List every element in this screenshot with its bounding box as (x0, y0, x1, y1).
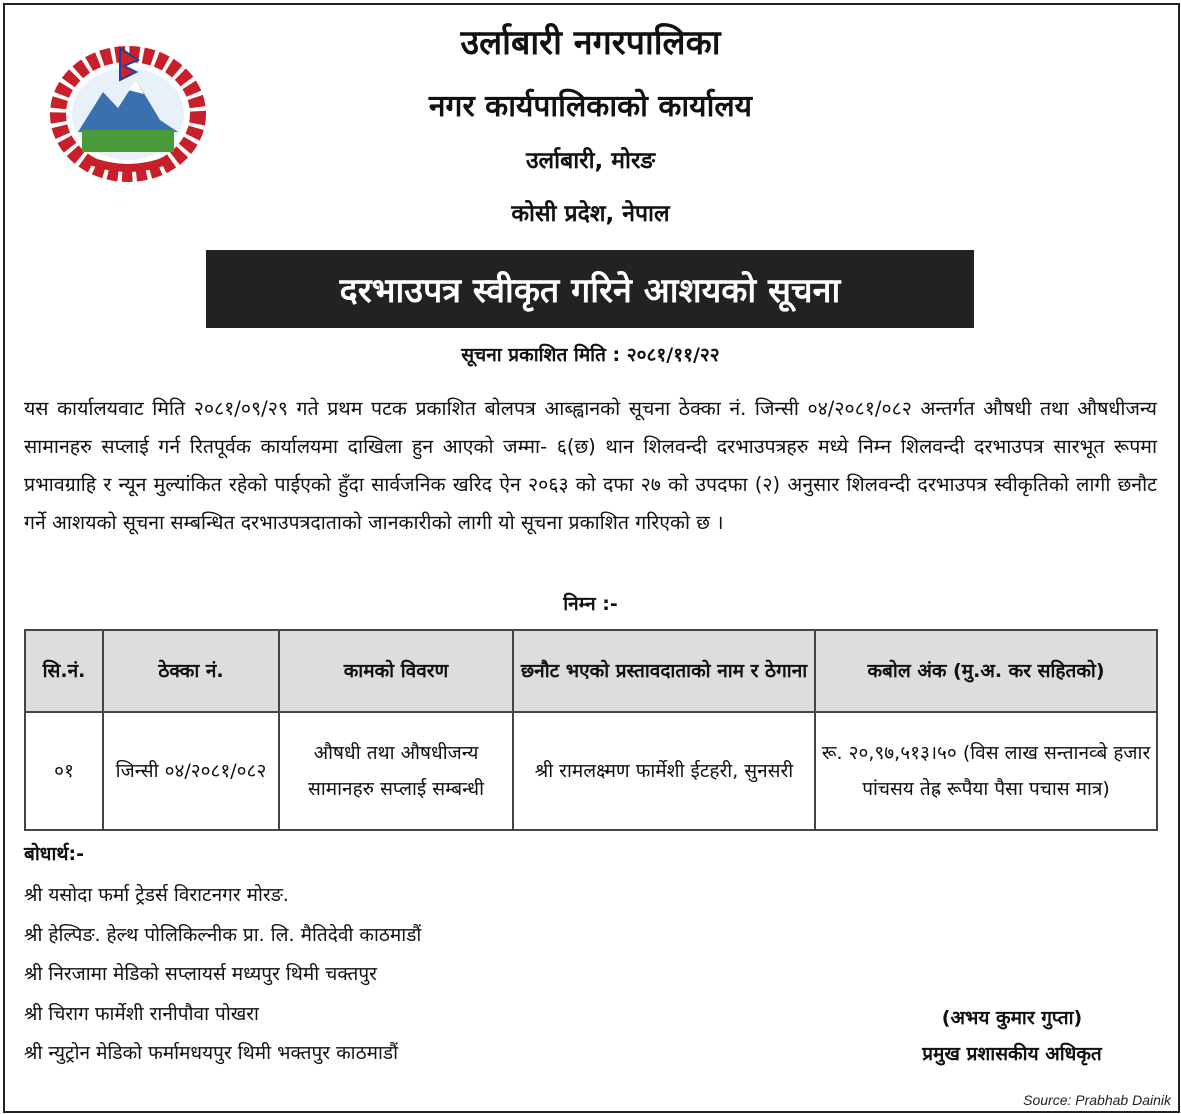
list-heading: निम्न :- (563, 593, 618, 615)
table-row (25, 712, 1157, 830)
office-location: उर्लाबारी, मोरङ (525, 148, 656, 174)
notice-title-banner (206, 250, 974, 328)
cc-list (24, 876, 421, 1074)
col-header-sn: सि.नं. (25, 630, 103, 712)
list-item: श्री यसोदा फर्मा ट्रेडर्स विराटनगर मोरङ. (24, 884, 289, 906)
notice-title: दरभाउपत्र स्वीकृत गरिने आशयको सूचना (339, 271, 841, 311)
award-table (24, 629, 1158, 831)
col-header-bidder: छनौट भएको प्रस्तावदाताको नाम र ठेगाना (513, 630, 815, 712)
col-header-bid-amount: कबोल अंक (मु.अ. कर सहितको) (815, 630, 1157, 712)
cell-bidder: श्री रामलक्ष्मण फार्मेशी ईटहरी, सुनसरी (513, 712, 815, 830)
cell-contract-no: जिन्सी ०४/२०८१/०८२ (103, 712, 279, 830)
cc-label: बोधार्थ:- (24, 843, 85, 865)
list-item: श्री चिराग फार्मेशी रानीपौवा पोखरा (24, 1002, 259, 1025)
source-credit: Source: Prabhab Dainik (1023, 1092, 1171, 1108)
col-header-work-description: कामको विवरण (279, 630, 513, 712)
notice-body: यस कार्यालयवाट मिति २०८१/०९/२९ गते प्रथम पटक प्रकाशित बोलपत्र आब्ह्वानको सूचना ठेक्का नं. जिन्सी ०४/२०८१/०८२ अन्तर्गत औषधी तथा औषधीजन्य सामानहरु सप्लाई गर्न रितपूर्वक कार्यालयमा दाखिला हुन आएको जम्मा- ६(छ) थान शिलवन्दी दरभाउपत्रहरु मध्ये निम्न शिलवन्दी दरभाउपत्र सारभूत रूपमा प्रभावग्राहि र न्यून मुल्यांकित रहेको पाईएको हुँदा सार्वजनिक खरिद ऐन २०६३ को दफा २७ को उपदफा (२) अनुसार शिलवन्दी दरभाउपत्र स्वीकृतिको लागी छनौट गर्ने आशयको सूचना सम्बन्धित दरभाउपत्रदाताको जानकारीको लागी यो सूचना प्रकाशित गरिएको छ । (24, 397, 1157, 534)
signatory-title: प्रमुख प्रशासकीय अधिकृत (922, 1043, 1102, 1065)
publish-date: सूचना प्रकाशित मिति : २०८१/११/२२ (461, 344, 720, 366)
signatory-name: (अभय कुमार गुप्ता) (941, 1007, 1083, 1029)
signature-block (852, 1000, 1172, 1072)
municipality-name: उर्लाबारी नगरपालिका (460, 23, 721, 63)
cell-sn: ०१ (25, 712, 103, 830)
cell-bid-amount: रू. २०,९७,५१३।५० (विस लाख सन्तानव्बे हजार पांचसय तेह्र रूपैया पैसा पचास मात्र) (815, 712, 1157, 830)
cell-work-description: औषधी तथा औषधीजन्य सामानहरु सप्लाई सम्बन्धी (279, 712, 513, 830)
table-header-row (25, 630, 1157, 712)
list-item: श्री हेल्पिङ. हेल्थ पोलिकिल्नीक प्रा. लि. मैतिदेवी काठमाडौं (24, 923, 422, 946)
list-item: श्री निरजामा मेडिको सप्लायर्स मध्यपुर थिमी चक्तपुर (24, 963, 377, 985)
col-header-contract-no: ठेक्का नं. (103, 630, 279, 712)
list-item: श्री न्युट्रोन मेडिको फर्मामधयपुर थिमी भक्तपुर काठमाडौं (24, 1042, 399, 1064)
office-name: नगर कार्यपालिकाको कार्यालय (428, 89, 753, 124)
province-name: कोसी प्रदेश, नेपाल (511, 201, 670, 227)
